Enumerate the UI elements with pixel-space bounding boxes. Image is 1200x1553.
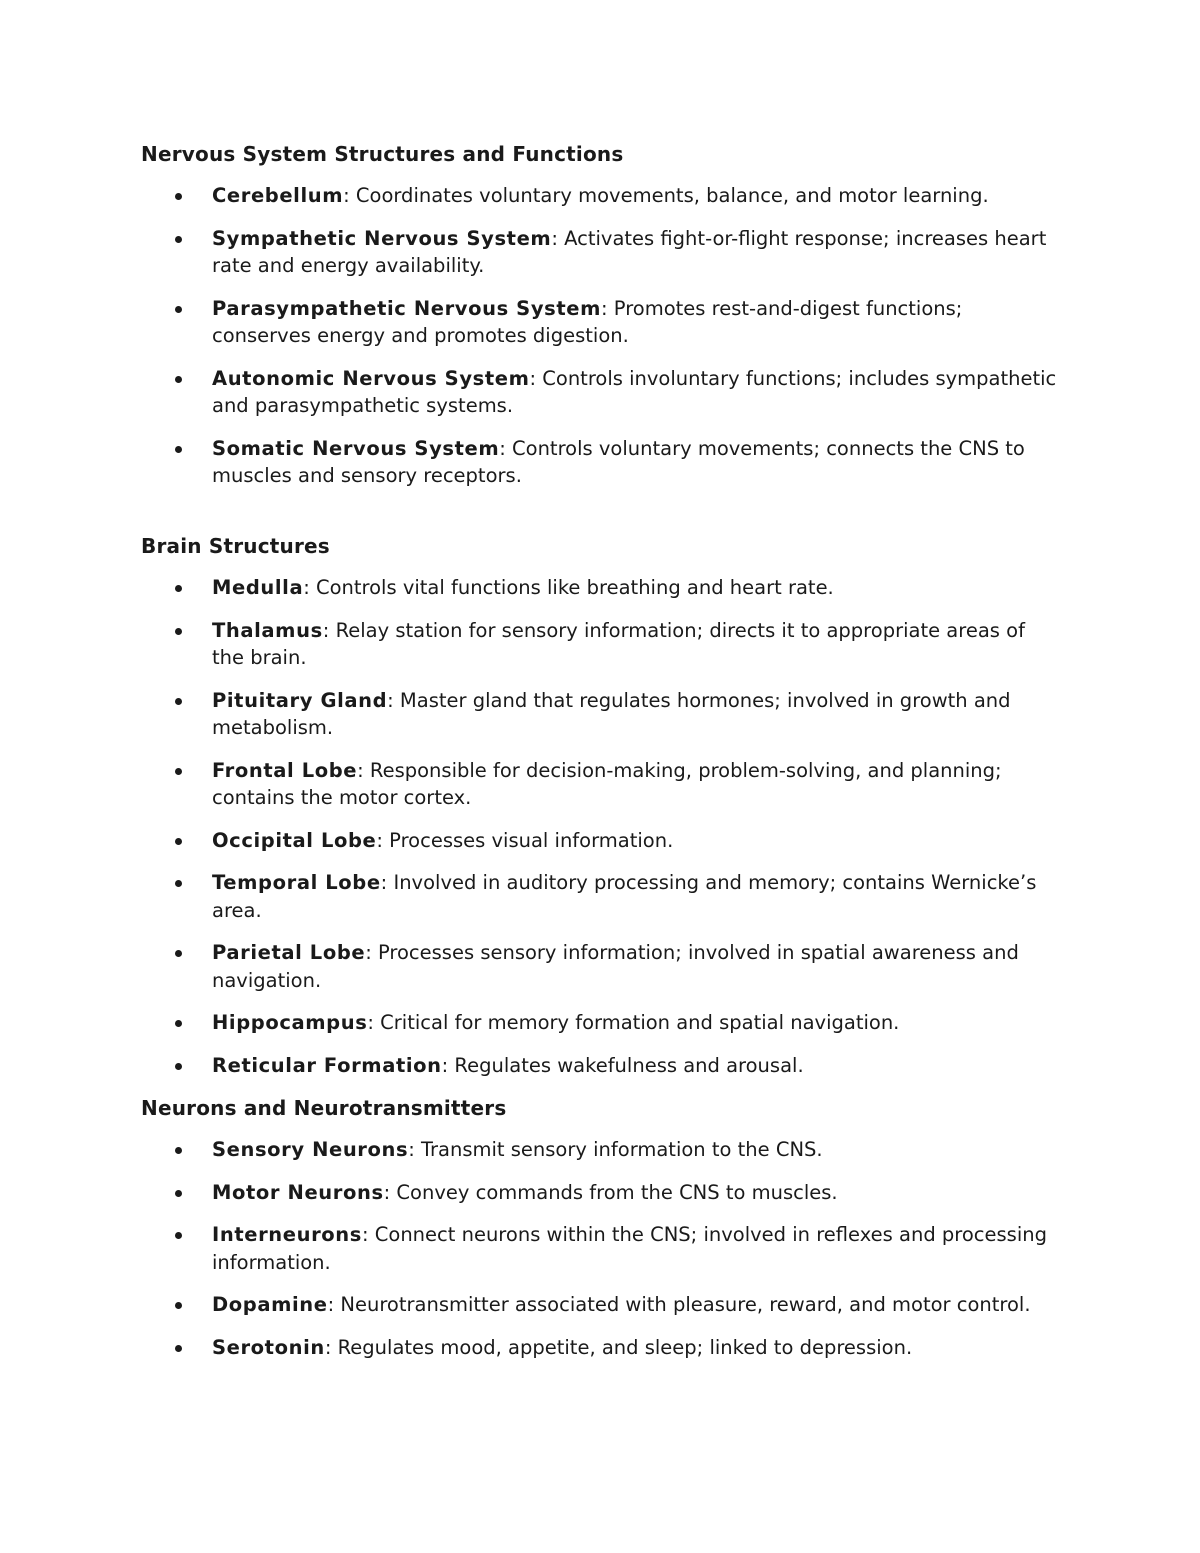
list-item [141,827,1062,855]
bullet-icon [175,950,182,957]
bullet-list [141,182,1061,490]
bullet-icon [175,1147,182,1154]
item-term: Autonomic Nervous System [212,366,530,390]
bullet-icon [175,768,182,775]
list-item [141,687,1062,742]
item-term: Occipital Lobe [212,828,377,852]
bullet-icon [175,236,182,243]
item-description: : Neurotransmitter associated with pleasure, reward, and motor control. [327,1293,1031,1316]
bullet-icon [175,1190,182,1197]
item-description: : Processes visual information. [376,828,674,852]
item-description: : Connect neurons within the CNS; involved in reflexes and processing information. [212,1223,1047,1274]
section-nervous-system [141,140,1061,490]
bullet-icon [175,193,182,200]
bullet-icon [175,1302,182,1309]
section-heading: Neurons and Neurotransmitters [141,1096,507,1120]
item-description: : Critical for memory formation and spatial navigation. [367,1011,900,1034]
item-description: : Master gland that regulates hormones; involved in growth and metabolism. [212,688,1011,739]
list-item [141,1052,1062,1080]
item-description: : Controls voluntary movements; connects the CNS to muscles and sensory receptors. [212,436,1025,487]
bullet-icon [175,880,182,887]
item-term: Temporal Lobe [212,871,381,894]
list-item [141,1291,1062,1319]
bullet-icon [175,1232,182,1239]
item-description: : Transmit sensory information to the CNS. [408,1138,823,1161]
item-term: Motor Neurons [212,1180,384,1204]
list-item [141,939,1062,994]
item-term: Cerebellum [212,184,344,207]
item-description: : Controls involuntary functions; includes sympathetic and parasympathetic systems. [212,366,1057,417]
item-term: Serotonin [212,1335,325,1359]
bullet-icon [175,1345,182,1352]
item-description: : Processes sensory information; involved in spatial awareness and navigation. [212,941,1019,992]
list-item [141,1009,1062,1037]
item-description: : Convey commands from the CNS to muscles. [383,1180,838,1204]
section-heading: Nervous System Structures and Functions [141,142,624,166]
item-term: Medulla [212,576,304,599]
item-description: : Regulates wakefulness and arousal. [441,1053,804,1077]
list-item [141,1179,1062,1207]
list-item [141,1221,1062,1276]
section-brain-structures [141,532,1061,1079]
item-description: : Controls vital functions like breathing and heart rate. [303,576,834,599]
bullet-icon [175,628,182,635]
bullet-icon [175,306,182,313]
item-term: Somatic Nervous System [212,436,500,460]
list-item [141,225,1062,280]
item-term: Interneurons [212,1223,362,1246]
item-description: : Regulates mood, appetite, and sleep; linked to depression. [324,1335,913,1359]
item-description: : Activates fight-or-flight response; increases heart rate and energy availability. [212,226,1047,277]
bullet-icon [175,1020,182,1027]
section-heading: Brain Structures [141,534,330,558]
bullet-icon [175,585,182,592]
item-term: Hippocampus [212,1011,368,1034]
section-neurons [141,1094,1061,1361]
item-term: Frontal Lobe [212,758,358,782]
item-term: Pituitary Gland [212,688,388,712]
list-item [141,365,1062,420]
item-term: Parasympathetic Nervous System [212,296,602,320]
list-item [141,574,1062,602]
bullet-list [141,1136,1061,1361]
item-description: : Relay station for sensory information; directs it to appropriate areas of the brain. [212,618,1025,669]
bullet-icon [175,838,182,845]
list-item [141,617,1062,672]
item-term: Parietal Lobe [212,941,366,964]
bullet-list [141,574,1061,1079]
list-item [141,757,1062,812]
item-term: Reticular Formation [212,1053,442,1077]
bullet-icon [175,698,182,705]
item-term: Dopamine [212,1293,328,1316]
bullet-icon [175,446,182,453]
list-item [141,869,1062,924]
item-description: : Responsible for decision-making, problem-solving, and planning; contains the motor cortex. [212,758,1002,809]
item-term: Sensory Neurons [212,1138,409,1161]
list-item [141,435,1062,490]
list-item [141,1136,1062,1164]
item-term: Sympathetic Nervous System [212,226,552,250]
item-description: : Promotes rest-and-digest functions; conserves energy and promotes digestion. [212,296,963,347]
item-description: : Involved in auditory processing and memory; contains Wernicke’s area. [212,871,1037,922]
list-item [141,182,1062,210]
list-item [141,295,1062,350]
bullet-icon [175,376,182,383]
list-item [141,1334,1062,1362]
item-description: : Coordinates voluntary movements, balance, and motor learning. [343,184,989,207]
item-term: Thalamus [212,618,323,642]
bullet-icon [175,1063,182,1070]
